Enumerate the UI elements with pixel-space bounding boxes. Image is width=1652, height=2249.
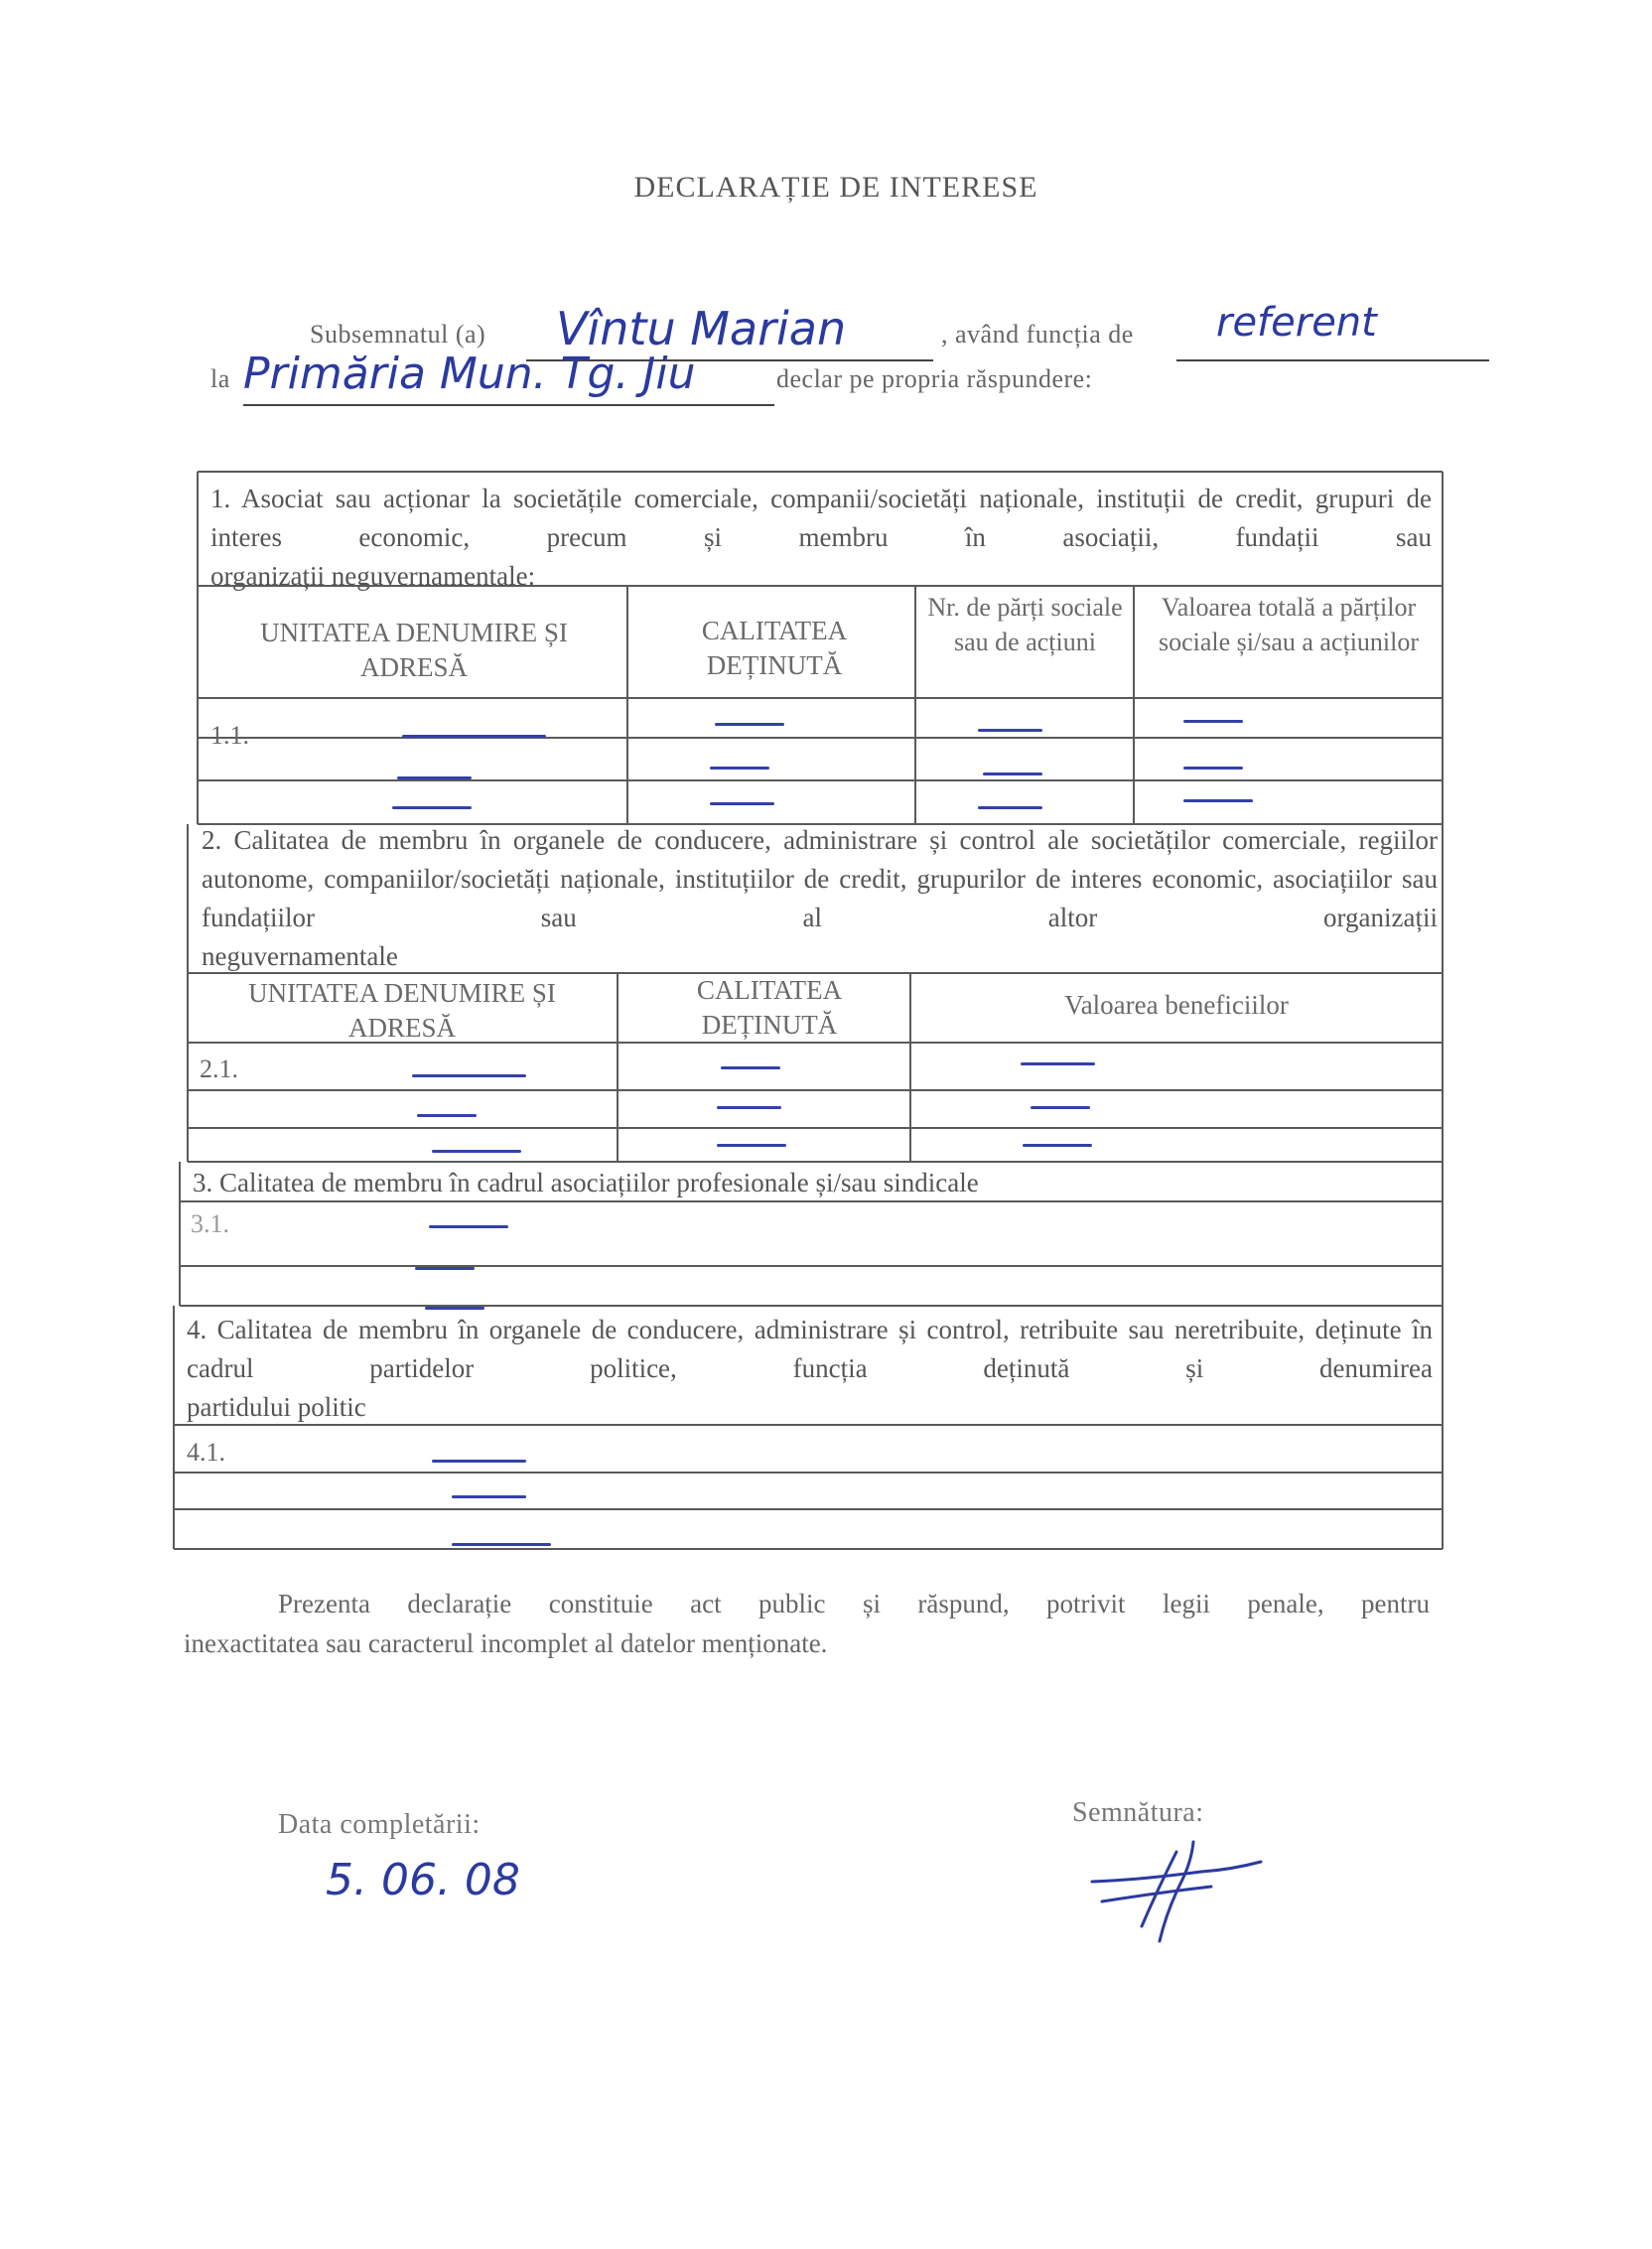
s1-col-calitatea: CALITATEA DEȚINUTĂ (701, 616, 848, 680)
dash-mark (717, 1106, 781, 1109)
dash-mark (452, 1543, 551, 1546)
la-label: la (210, 364, 230, 393)
dash-mark (392, 806, 472, 809)
statement-line2: inexactitatea sau caracterul incomplet al datelor menționate. (184, 1628, 828, 1658)
declar-label: declar pe propria răspundere: (776, 364, 1093, 393)
dash-mark (710, 802, 774, 805)
dash-mark (978, 729, 1042, 732)
section2-body-last: neguvernamentale (202, 941, 398, 971)
dash-mark (432, 1150, 521, 1153)
section3-text: 3. Calitatea de membru în cadrul asociațiilor profesionale și/sau sindicale (193, 1168, 979, 1197)
function-label: , având funcția de (941, 320, 1134, 349)
function-handwritten: referent (1216, 300, 1377, 346)
dash-mark (452, 1495, 526, 1498)
institution-handwritten: Primăria Mun. Tg. Jiu (243, 349, 696, 399)
s2-col-unitatea: UNITATEA DENUMIRE ȘI ADRESĂ (248, 978, 556, 1043)
dash-mark (402, 735, 546, 738)
dash-mark (715, 723, 784, 726)
s1-row-label: 1.1. (210, 721, 249, 750)
dash-mark (978, 806, 1042, 809)
subsemnatul-label: Subsemnatul (a) (310, 320, 486, 349)
statement-line1: Prezenta declarație constituie act public și răspund, potrivit legii penale, pentru (278, 1589, 1430, 1618)
dash-mark (417, 1114, 477, 1117)
dash-mark (1183, 720, 1243, 723)
dash-mark (721, 1066, 780, 1069)
dash-mark (983, 773, 1042, 775)
dash-mark (717, 1144, 786, 1147)
s2-col-calitatea: CALITATEA DEȚINUTĂ (696, 975, 843, 1040)
s2-col-valoarea: Valoarea beneficiilor (1064, 990, 1289, 1020)
dash-mark (425, 1307, 484, 1310)
dash-mark (1183, 799, 1253, 802)
name-handwritten: Vîntu Marian (556, 302, 847, 355)
dash-mark (1183, 767, 1243, 770)
section4-body: 4. Calitatea de membru în organele de conducere, administrare și control, retribuite sau neretribuite, deținute în cadrul partidelor politice, funcția deținută și denumirea (187, 1315, 1433, 1383)
s1-col-valoarea: Valoarea totală a părților sociale și/sau a acțiunilor (1158, 593, 1420, 656)
dash-mark (397, 776, 472, 779)
dash-mark (1031, 1106, 1090, 1109)
dash-mark (429, 1225, 508, 1228)
section2-text (202, 821, 1438, 976)
dash-mark (710, 767, 769, 770)
s4-row-label: 4.1. (187, 1438, 225, 1467)
section1-body-last: organizații neguvernamentale: (210, 561, 536, 591)
s2-row-label: 2.1. (200, 1054, 238, 1083)
signature-mark (1082, 1832, 1281, 1951)
section4-body-last: partidului politic (187, 1392, 366, 1422)
section4-text (187, 1311, 1433, 1427)
dash-mark (432, 1460, 526, 1463)
section1-body: 1. Asociat sau acționar la societățile comerciale, companii/societăți naționale, instituții de credit, grupuri de interes economic, precum și membru în asociații, fundații sau (210, 484, 1432, 552)
section2-body: 2. Calitatea de membru în organele de conducere, administrare și control ale societăților comerciale, regiilor autonome, companiilor/societăți naționale, instituțiilor de credit, grupurilor de interes economic, asociațiilor sau fundațiilor sau al altor organizații (202, 825, 1438, 932)
signature-label: Semnătura: (1072, 1797, 1204, 1828)
date-handwritten: 5. 06. 08 (326, 1855, 520, 1905)
dash-mark (415, 1267, 475, 1270)
s1-col-nr-parti: Nr. de părți sociale sau de acțiuni (927, 593, 1123, 656)
dash-mark (1021, 1062, 1095, 1065)
dash-mark (412, 1074, 526, 1077)
document-title: DECLARAȚIE DE INTERESE (633, 171, 1038, 204)
section1-text (210, 480, 1432, 596)
dash-mark (1023, 1144, 1092, 1147)
s1-col-unitatea: UNITATEA DENUMIRE ȘI ADRESĂ (260, 618, 568, 682)
s3-row-label: 3.1. (191, 1209, 229, 1238)
date-label: Data completării: (278, 1809, 481, 1840)
